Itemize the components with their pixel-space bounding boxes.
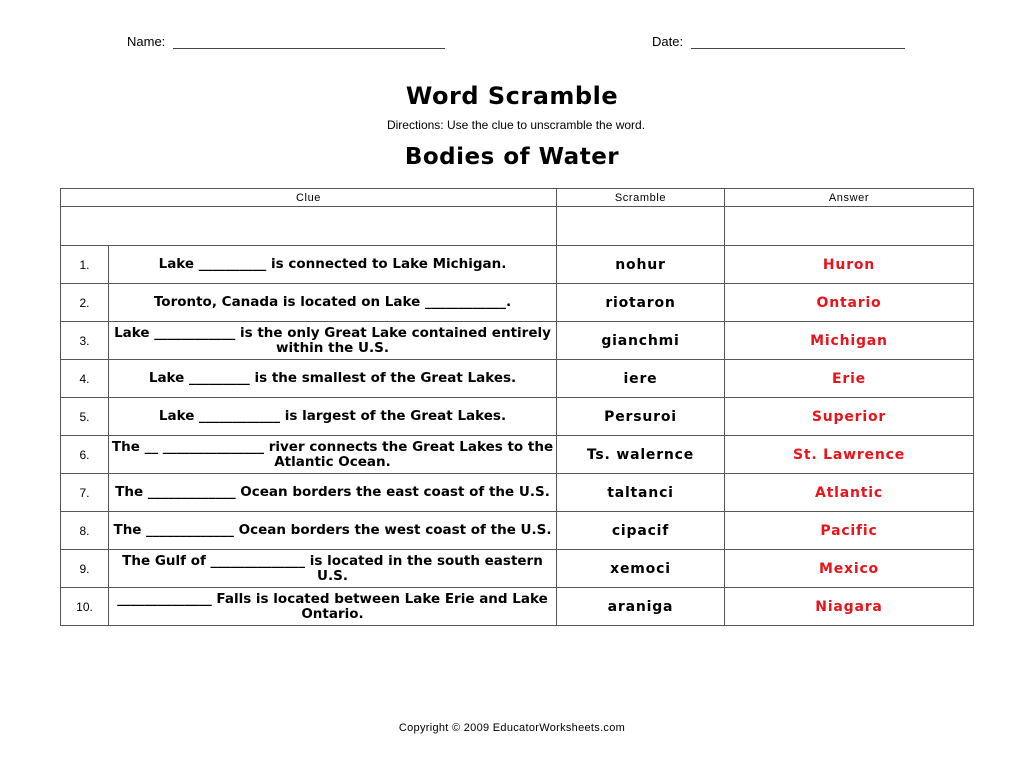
table-row <box>61 360 974 398</box>
page-title: Word Scramble <box>405 82 619 110</box>
clue-cell: The _____________ Ocean borders the east coast of the U.S. <box>109 474 557 512</box>
answer-cell: Michigan <box>725 322 974 360</box>
answer-cell: Superior <box>725 398 974 436</box>
copyright-footer: Copyright © 2009 EducatorWorksheets.com <box>398 722 626 734</box>
scramble-cell: nohur <box>557 246 725 284</box>
row-number: 8. <box>61 512 109 550</box>
table-row <box>61 550 974 588</box>
row-number: 9. <box>61 550 109 588</box>
name-label: Name: <box>127 34 166 49</box>
column-header-clue: Clue <box>61 189 557 207</box>
answer-cell: St. Lawrence <box>725 436 974 474</box>
table-header-row <box>61 189 974 207</box>
row-number: 10. <box>61 588 109 626</box>
clue-cell: The __ _______________ river connects the Great Lakes to the Atlantic Ocean. <box>109 436 557 474</box>
blank-cell <box>557 207 725 246</box>
table-row <box>61 512 974 550</box>
clue-cell: Lake ____________ is largest of the Great Lakes. <box>109 398 557 436</box>
blank-cell <box>61 207 557 246</box>
table-row <box>61 398 974 436</box>
answer-cell: Mexico <box>725 550 974 588</box>
scramble-cell: taltanci <box>557 474 725 512</box>
row-number: 3. <box>61 322 109 360</box>
answer-cell: Huron <box>725 246 974 284</box>
table-row <box>61 436 974 474</box>
column-header-scramble: Scramble <box>557 189 725 207</box>
table-row <box>61 322 974 360</box>
date-blank-line[interactable] <box>691 36 905 49</box>
date-field[interactable] <box>652 34 905 49</box>
scramble-cell: Ts. walernce <box>557 436 725 474</box>
name-field[interactable] <box>127 34 445 49</box>
clue-cell: Lake __________ is connected to Lake Michigan. <box>109 246 557 284</box>
name-blank-line[interactable] <box>173 36 445 49</box>
row-number: 1. <box>61 246 109 284</box>
scramble-cell: iere <box>557 360 725 398</box>
clue-cell: Toronto, Canada is located on Lake ____________. <box>109 284 557 322</box>
blank-row <box>61 207 974 246</box>
scramble-cell: xemoci <box>557 550 725 588</box>
row-number: 4. <box>61 360 109 398</box>
answer-cell: Niagara <box>725 588 974 626</box>
table-row <box>61 474 974 512</box>
word-scramble-table <box>60 188 974 626</box>
answer-cell: Ontario <box>725 284 974 322</box>
clue-cell: ______________ Falls is located between Lake Erie and Lake Ontario. <box>109 588 557 626</box>
row-number: 7. <box>61 474 109 512</box>
answer-cell: Erie <box>725 360 974 398</box>
answer-cell: Atlantic <box>725 474 974 512</box>
date-label: Date: <box>652 34 684 49</box>
clue-cell: The Gulf of ______________ is located in the south eastern U.S. <box>109 550 557 588</box>
scramble-cell: cipacif <box>557 512 725 550</box>
scramble-cell: gianchmi <box>557 322 725 360</box>
table-row <box>61 284 974 322</box>
scramble-cell: araniga <box>557 588 725 626</box>
clue-cell: Lake _________ is the smallest of the Great Lakes. <box>109 360 557 398</box>
table-row <box>61 588 974 626</box>
row-number: 6. <box>61 436 109 474</box>
scramble-cell: Persuroi <box>557 398 725 436</box>
worksheet-subtitle: Bodies of Water <box>404 144 620 170</box>
answer-cell: Pacific <box>725 512 974 550</box>
clue-cell: Lake ____________ is the only Great Lake contained entirely within the U.S. <box>109 322 557 360</box>
directions-text: Directions: Use the clue to unscramble the word. <box>386 118 646 132</box>
clue-cell: The _____________ Ocean borders the west coast of the U.S. <box>109 512 557 550</box>
column-header-answer: Answer <box>725 189 974 207</box>
blank-cell <box>725 207 974 246</box>
row-number: 5. <box>61 398 109 436</box>
row-number: 2. <box>61 284 109 322</box>
table-row <box>61 246 974 284</box>
scramble-cell: riotaron <box>557 284 725 322</box>
